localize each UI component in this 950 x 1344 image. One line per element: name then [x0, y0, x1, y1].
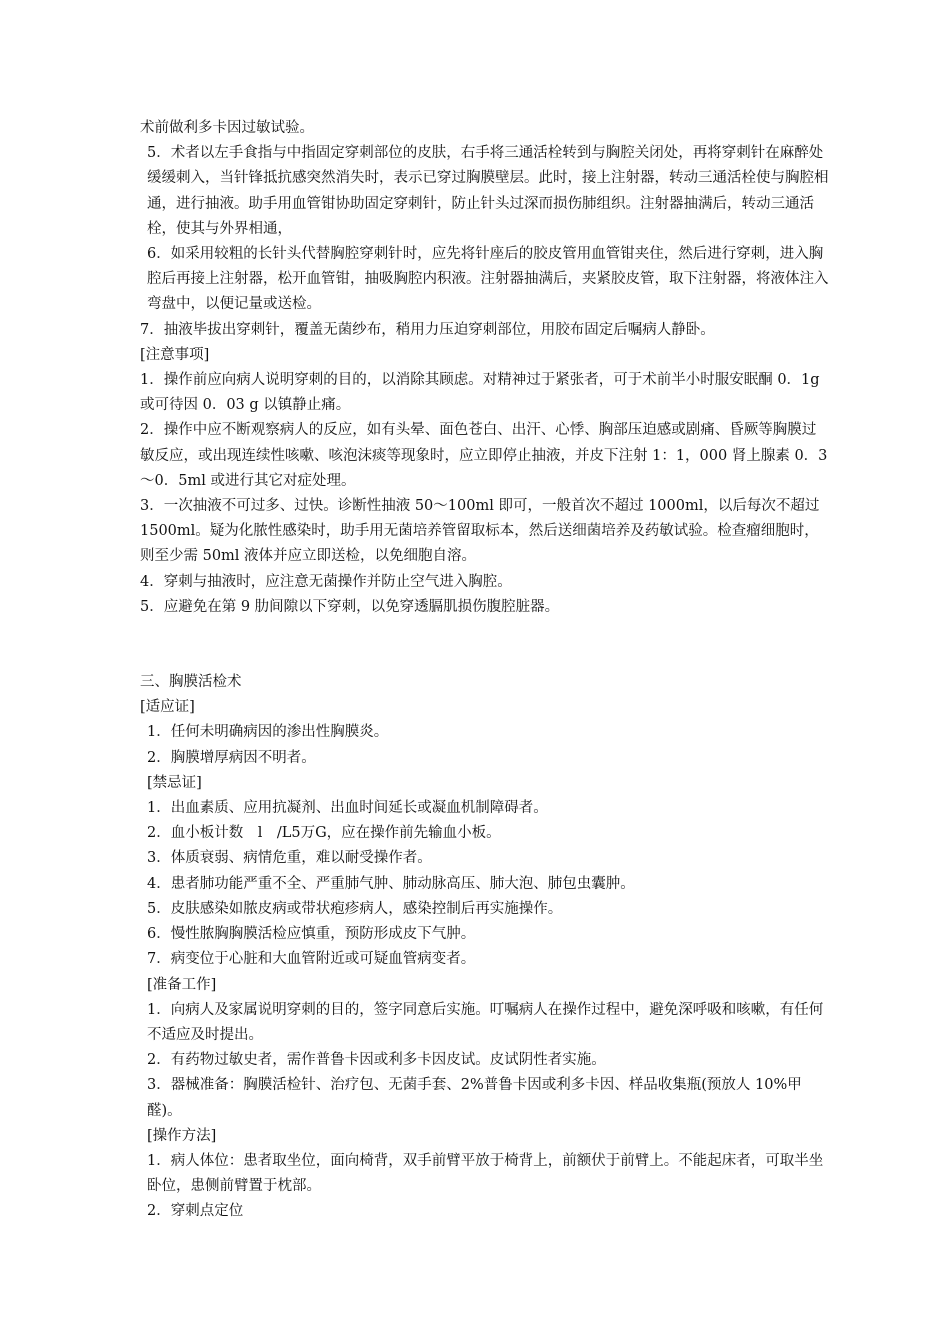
paragraph: 5．应避免在第 9 肋间隙以下穿刺，以免穿透膈肌损伤腹腔脏器。 [140, 598, 560, 615]
paragraph: 6．如采用较粗的长针头代替胸腔穿刺针时，应先将针座后的胶皮管用血管钳夹住，然后进行穿刺，进入胸腔后再接上注射器，松开血管钳，抽吸胸腔内积液。注射器抽满后，夹紧胶皮管，取下注射器，将液体注入弯盘中，以便记量或送检。 [147, 246, 829, 313]
paragraph: [适应证] [140, 699, 195, 716]
paragraph: 5．皮肤感染如脓皮病或带状疱疹病人，感染控制后再实施操作。 [147, 900, 563, 917]
paragraph: 3．一次抽液不可过多、过快。诊断性抽液 50～100ml 即可，一般首次不超过 1000ml，以后每次不超过 1500ml。疑为化脓性感染时，助手用无菌培养管留取标本，然后送细菌培养及药敏试验。检查瘤细胞时，则至少需 50ml 液体并应立即送检，以免细胞自溶。 [140, 498, 820, 565]
paragraph: 2．有药物过敏史者，需作普鲁卡因或利多卡因皮试。皮试阴性者实施。 [147, 1052, 606, 1069]
paragraph: 3．体质衰弱、病情危重，难以耐受操作者。 [147, 850, 432, 867]
paragraph: 5．术者以左手食指与中指固定穿刺部位的皮肤，右手将三通活栓转到与胸腔关闭处，再将穿刺针在麻醉处缓缓刺入，当针锋抵抗感突然消失时，表示已穿过胸膜壁层。此时，接上注射器，转动三通活栓使与胸腔相通，进行抽液。助手用血管钳协助固定穿刺针，防止针头过深而损伤肺组织。注射器抽满后，转动三通活栓，使其与外界相通， [147, 145, 829, 237]
paragraph: 1．任何未明确病因的渗出性胸膜炎。 [147, 724, 389, 741]
paragraph: 1．病人体位：患者取坐位，面向椅背，双手前臂平放于椅背上，前额伏于前臂上。不能起床者，可取半坐卧位，患侧前臂置于枕部。 [147, 1152, 824, 1195]
paragraph: 1．操作前应向病人说明穿刺的目的，以消除其顾虑。对精神过于紧张者，可于术前半小时服安眠酮 0．1g 或可待因 0．03 g 以镇静止痛。 [140, 372, 820, 414]
paragraph: 4．穿刺与抽液时，应注意无菌操作并防止空气进入胸腔。 [140, 573, 512, 590]
paragraph: 4．患者肺功能严重不全、严重肺气肿、肺动脉高压、肺大泡、肺包虫囊肿。 [147, 875, 635, 892]
paragraph: 术前做利多卡因过敏试验。 [140, 120, 314, 136]
paragraph: 1．向病人及家属说明穿刺的目的，签字同意后实施。叮嘱病人在操作过程中，避免深呼吸和咳嗽，有任何不适应及时提出。 [147, 1001, 824, 1043]
document-body [140, 116, 830, 1225]
paragraph: 7．抽液毕拔出穿刺针，覆盖无菌纱布，稍用力压迫穿刺部位，用胶布固定后嘱病人静卧。 [140, 321, 715, 338]
paragraph: 2．胸膜增厚病因不明者。 [147, 749, 316, 766]
paragraph: [注意事项] [140, 346, 210, 363]
paragraph: 6．慢性脓胸胸膜活检应慎重，预防形成皮下气肿。 [147, 926, 476, 943]
paragraph: [准备工作] [147, 976, 217, 993]
text-block-pleural-puncture [140, 116, 830, 620]
paragraph: 三、胸膜活检术 [140, 674, 242, 691]
paragraph: 2．操作中应不断观察病人的反应，如有头晕、面色苍白、出汗、心悸、胸部压迫感或剧痛、昏厥等胸膜过敏反应，或出现连续性咳嗽、咳泡沫痰等现象时，应立即停止抽液，并皮下注射 1：1，000 肾上腺素 0．3～0．5ml 或进行其它对症处理。 [140, 422, 828, 489]
text-block-pleural-biopsy [140, 670, 830, 1224]
paragraph: [操作方法] [147, 1127, 217, 1144]
paragraph: 3．器械准备：胸膜活检针、治疗包、无菌手套、2%普鲁卡因或利多卡因、样品收集瓶(预放人 10%甲醛)。 [147, 1077, 802, 1119]
paragraph: [禁忌证] [147, 774, 202, 791]
paragraph: 7．病变位于心脏和大血管附近或可疑血管病变者。 [147, 951, 476, 968]
paragraph: 1．出血素质、应用抗凝剂、出血时间延长或凝血机制障碍者。 [147, 800, 548, 817]
paragraph: 2．穿刺点定位 [147, 1203, 244, 1220]
section-gap [140, 620, 830, 670]
paragraph: 2．血小板计数 l /L5万G，应在操作前先输血小板。 [147, 825, 501, 842]
